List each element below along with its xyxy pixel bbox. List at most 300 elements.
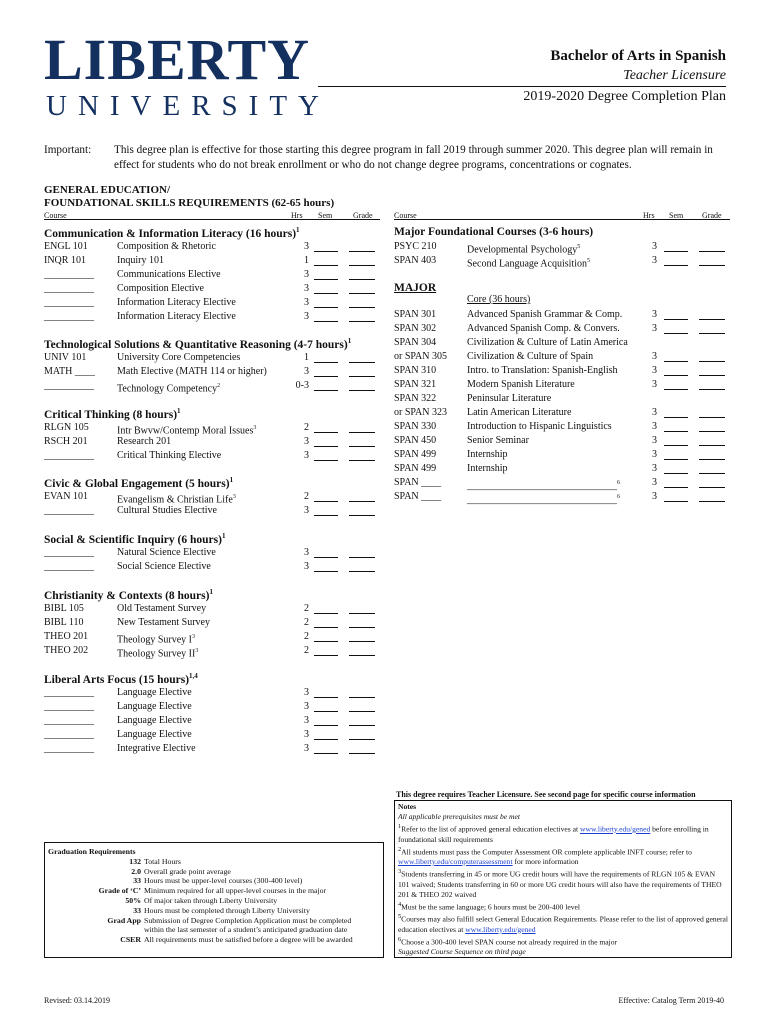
graduation-item-text: Minimum required for all upper-level courses in the major bbox=[144, 886, 327, 896]
course-hours: 3 bbox=[304, 701, 309, 712]
course-title-text: Composition Elective bbox=[117, 283, 204, 294]
semester-blank[interactable] bbox=[314, 265, 338, 266]
course-title-text: Second Language Acquisition bbox=[467, 258, 587, 270]
grade-blank[interactable] bbox=[699, 251, 725, 252]
course-hours: 3 bbox=[652, 407, 657, 418]
title-block bbox=[326, 46, 726, 108]
graduation-item-text: All requirements must be satisfied before a degree will be awarded bbox=[144, 935, 353, 945]
semester-blank[interactable] bbox=[314, 613, 338, 614]
course-row bbox=[44, 644, 380, 658]
course-row bbox=[44, 728, 380, 742]
grade-blank[interactable] bbox=[349, 711, 375, 712]
course-code: SPAN 322 bbox=[394, 393, 437, 404]
semester-blank[interactable] bbox=[664, 459, 688, 460]
section-heading-text: Liberal Arts Focus (15 hours) bbox=[44, 673, 190, 686]
course-hours: 3 bbox=[304, 715, 309, 726]
course-code: __________ bbox=[44, 311, 94, 322]
course-title-text: ______________________________ bbox=[467, 480, 617, 492]
course-title bbox=[117, 365, 267, 379]
grade-blank[interactable] bbox=[349, 641, 375, 642]
section-heading-text: Social & Scientific Inquiry (6 hours) bbox=[44, 533, 222, 546]
grade-blank[interactable] bbox=[349, 627, 375, 628]
course-title bbox=[117, 686, 192, 700]
concentration-title: Teacher Licensure bbox=[623, 68, 726, 83]
grade-blank[interactable] bbox=[699, 389, 725, 390]
core-label: Core (36 hours) bbox=[467, 294, 531, 305]
course-hours: 3 bbox=[304, 436, 309, 447]
note-4: $^4$Must be the same language; 6 hours must be 200-400 level bbox=[398, 900, 581, 912]
grade-blank[interactable] bbox=[349, 697, 375, 698]
right-col-grade: Grade bbox=[702, 211, 722, 220]
section-heading bbox=[44, 226, 300, 240]
course-hours: 2 bbox=[304, 645, 309, 656]
course-row bbox=[394, 322, 730, 336]
semester-blank[interactable] bbox=[314, 571, 338, 572]
course-title-text: Introduction to Hispanic Linguistics bbox=[467, 421, 612, 432]
graduation-item bbox=[48, 925, 380, 935]
course-title-text: Critical Thinking Elective bbox=[117, 450, 222, 461]
course-title bbox=[117, 254, 164, 268]
course-code: __________ bbox=[44, 505, 94, 516]
course-row bbox=[394, 240, 730, 254]
semester-blank[interactable] bbox=[314, 307, 338, 308]
graduation-item-text: Submission of Degree Completion Application must be completed bbox=[144, 915, 352, 925]
course-title-text: ______________________________ bbox=[467, 494, 617, 506]
semester-blank[interactable] bbox=[314, 321, 338, 322]
graduation-item bbox=[48, 916, 380, 926]
semester-blank[interactable] bbox=[314, 251, 338, 252]
logo-wordmark-bottom: UNIVERSITY bbox=[46, 90, 330, 122]
graduation-item-text: Overall grade point average bbox=[144, 866, 231, 876]
course-row bbox=[44, 240, 380, 254]
course-title bbox=[467, 322, 620, 336]
course-row bbox=[44, 504, 380, 518]
left-col-grade: Grade bbox=[353, 211, 373, 220]
graduation-item-text: within the last semester of a student’s anticipated graduation date bbox=[144, 925, 348, 935]
footnote-marker: 3 bbox=[253, 425, 257, 431]
course-row bbox=[394, 476, 730, 490]
course-row bbox=[44, 714, 380, 728]
course-title-text: Technology Competency bbox=[117, 383, 218, 395]
gen-ed-heading-line1: GENERAL EDUCATION/ bbox=[44, 184, 171, 196]
course-code: BIBL 105 bbox=[44, 603, 84, 614]
course-hours: 2 bbox=[304, 491, 309, 502]
semester-blank[interactable] bbox=[314, 376, 338, 377]
course-row bbox=[44, 602, 380, 616]
course-code: SPAN 302 bbox=[394, 323, 437, 334]
course-title bbox=[467, 434, 529, 448]
course-row bbox=[44, 686, 380, 700]
course-title bbox=[117, 560, 211, 574]
semester-blank[interactable] bbox=[664, 487, 688, 488]
course-code: SPAN 304 bbox=[394, 337, 437, 348]
grade-blank[interactable] bbox=[699, 361, 725, 362]
course-row bbox=[394, 364, 730, 378]
course-row bbox=[44, 435, 380, 449]
grade-blank[interactable] bbox=[699, 473, 725, 474]
course-hours: 3 bbox=[304, 297, 309, 308]
note-1: $^1$Refer to the list of approved general education electives at www.liberty.edu/gened before enrolling in foundational skill requirements bbox=[398, 823, 709, 844]
header-rule bbox=[318, 86, 726, 87]
course-title bbox=[467, 254, 590, 271]
course-hours: 3 bbox=[652, 365, 657, 376]
graduation-item-key: Grade of ‘C’ bbox=[98, 886, 141, 896]
semester-blank[interactable] bbox=[314, 739, 338, 740]
course-title-text: Theology Survey I bbox=[117, 634, 192, 646]
course-title-text: Old Testament Survey bbox=[117, 603, 207, 614]
course-code: __________ bbox=[44, 715, 94, 726]
course-hours: 2 bbox=[304, 617, 309, 628]
semester-blank[interactable] bbox=[664, 417, 688, 418]
course-code: THEO 202 bbox=[44, 645, 89, 656]
course-title bbox=[467, 378, 575, 392]
grade-blank[interactable] bbox=[349, 432, 375, 433]
section-heading-text: Civic & Global Engagement (5 hours) bbox=[44, 477, 230, 490]
course-title-text: Intr Bwvw/Contemp Moral Issues bbox=[117, 425, 254, 437]
course-code: INQR 101 bbox=[44, 255, 86, 266]
grade-blank[interactable] bbox=[349, 655, 375, 656]
course-title bbox=[117, 310, 236, 324]
course-hours: 3 bbox=[304, 729, 309, 740]
semester-blank[interactable] bbox=[314, 362, 338, 363]
semester-blank[interactable] bbox=[664, 319, 688, 320]
graduation-item-text: Of major taken through Liberty University bbox=[144, 895, 278, 905]
semester-blank[interactable] bbox=[664, 375, 688, 376]
course-row bbox=[44, 310, 380, 324]
course-hours: 2 bbox=[304, 631, 309, 642]
course-code: SPAN 321 bbox=[394, 379, 437, 390]
course-code: SPAN 403 bbox=[394, 255, 437, 266]
semester-blank[interactable] bbox=[664, 431, 688, 432]
course-title-text: Peninsular Literature bbox=[467, 393, 552, 404]
course-code: __________ bbox=[44, 561, 94, 572]
course-title-text: Math Elective (MATH 114 or higher) bbox=[117, 366, 267, 377]
course-hours: 3 bbox=[304, 687, 309, 698]
grade-blank[interactable] bbox=[349, 446, 375, 447]
footnote-marker: 5 bbox=[586, 258, 590, 264]
course-row bbox=[394, 434, 730, 448]
course-title bbox=[467, 462, 508, 476]
course-title-text: Social Science Elective bbox=[117, 561, 211, 572]
footnote-marker: 1 bbox=[177, 407, 181, 415]
footnote-marker: 1 bbox=[221, 532, 226, 540]
notes-box bbox=[394, 800, 732, 958]
semester-blank[interactable] bbox=[314, 753, 338, 754]
course-title bbox=[117, 282, 204, 296]
right-col-sem: Sem bbox=[669, 211, 684, 220]
grade-blank[interactable] bbox=[699, 487, 725, 488]
grade-blank[interactable] bbox=[699, 319, 725, 320]
course-row bbox=[44, 254, 380, 268]
semester-blank[interactable] bbox=[664, 473, 688, 474]
grade-blank[interactable] bbox=[349, 321, 375, 322]
sequence-note: Suggested Course Sequence on third page bbox=[398, 947, 526, 957]
gen-ed-heading bbox=[44, 184, 334, 210]
course-hours: 3 bbox=[304, 311, 309, 322]
course-code: __________ bbox=[44, 743, 94, 754]
graduation-item-key: 50% bbox=[125, 895, 141, 905]
semester-blank[interactable] bbox=[314, 655, 338, 656]
graduation-item-text: Total Hours bbox=[144, 856, 181, 866]
important-notice bbox=[44, 143, 734, 173]
note-1-text: Refer to the list of approved general education electives at bbox=[401, 824, 580, 834]
course-title bbox=[117, 644, 198, 661]
course-title bbox=[117, 700, 192, 714]
gen-ed-heading-line2: FOUNDATIONAL SKILLS REQUIREMENTS (62-65 hours) bbox=[44, 197, 335, 209]
course-hours: 3 bbox=[304, 241, 309, 252]
graduation-item-key: Grad App bbox=[107, 915, 141, 925]
course-hours: 3 bbox=[652, 491, 657, 502]
grade-blank[interactable] bbox=[349, 739, 375, 740]
course-title-text: Theology Survey II bbox=[117, 648, 196, 660]
section-heading bbox=[44, 588, 213, 602]
course-title bbox=[117, 546, 216, 560]
semester-blank[interactable] bbox=[314, 446, 338, 447]
semester-blank[interactable] bbox=[314, 725, 338, 726]
grade-blank[interactable] bbox=[349, 265, 375, 266]
graduation-item bbox=[48, 935, 380, 945]
course-title-text: Evangelism & Christian Life bbox=[117, 494, 233, 506]
course-row bbox=[44, 700, 380, 714]
grade-blank[interactable] bbox=[349, 460, 375, 461]
section-heading bbox=[44, 672, 198, 686]
footnote-marker: 1 bbox=[347, 337, 352, 345]
course-title-text: Integrative Elective bbox=[117, 743, 196, 754]
semester-blank[interactable] bbox=[664, 389, 688, 390]
grade-blank[interactable] bbox=[349, 376, 375, 377]
course-row bbox=[44, 282, 380, 296]
grade-blank[interactable] bbox=[349, 293, 375, 294]
course-code: ENGL 101 bbox=[44, 241, 88, 252]
course-title bbox=[467, 490, 620, 507]
graduation-item bbox=[48, 896, 380, 906]
note-3: $^3$Students transferring in 45 or more UG credit hours will have the requirements of RLGN 105 & EVAN 101 waived; Students transferring in 60 or more UG credit hours will also have the requirements of THEO 201 & THEO 202 waived bbox=[398, 868, 722, 899]
grade-blank[interactable] bbox=[349, 613, 375, 614]
grade-blank[interactable] bbox=[699, 431, 725, 432]
semester-blank[interactable] bbox=[314, 390, 338, 391]
footnote-marker: 1,4 bbox=[189, 672, 198, 680]
semester-blank[interactable] bbox=[314, 501, 338, 502]
course-row bbox=[44, 546, 380, 560]
grade-blank[interactable] bbox=[699, 501, 725, 502]
semester-blank[interactable] bbox=[314, 460, 338, 461]
revised-date: Revised: 03.14.2019 bbox=[44, 996, 110, 1005]
semester-blank[interactable] bbox=[314, 697, 338, 698]
semester-blank[interactable] bbox=[314, 627, 338, 628]
course-row bbox=[394, 406, 730, 420]
graduation-item-key: 33 bbox=[133, 905, 141, 915]
important-text: This degree plan is effective for those starting this degree program in fall 2019 through summer 2020. This degree plan will remain in effect for students who do not break enrollment or who do not change degree programs, concentrations or cognates. bbox=[114, 144, 713, 171]
semester-blank[interactable] bbox=[664, 445, 688, 446]
course-title bbox=[117, 240, 216, 254]
section-heading-text: Critical Thinking (8 hours) bbox=[44, 408, 178, 421]
graduation-requirements bbox=[44, 842, 384, 958]
computer-assessment-link[interactable]: www.liberty.edu/computerassessment bbox=[398, 857, 513, 867]
grade-blank[interactable] bbox=[699, 333, 725, 334]
course-hours: 3 bbox=[304, 450, 309, 461]
semester-blank[interactable] bbox=[664, 265, 688, 266]
course-title-text: Composition & Rhetoric bbox=[117, 241, 216, 252]
course-row bbox=[394, 462, 730, 476]
course-title bbox=[467, 336, 628, 350]
semester-blank[interactable] bbox=[664, 251, 688, 252]
course-row bbox=[44, 296, 380, 310]
course-title-text: Inquiry 101 bbox=[117, 255, 164, 266]
course-title bbox=[117, 714, 192, 728]
course-hours: 3 bbox=[652, 379, 657, 390]
grade-blank[interactable] bbox=[349, 725, 375, 726]
course-code: __________ bbox=[44, 450, 94, 461]
course-code: EVAN 101 bbox=[44, 491, 88, 502]
course-title bbox=[467, 448, 508, 462]
graduation-item-text: Hours must be completed through Liberty University bbox=[144, 905, 310, 915]
grade-blank[interactable] bbox=[699, 265, 725, 266]
course-code: RLGN 105 bbox=[44, 422, 89, 433]
course-title bbox=[117, 351, 240, 365]
course-title-text: Research 201 bbox=[117, 436, 172, 447]
grade-blank[interactable] bbox=[699, 445, 725, 446]
course-title bbox=[117, 268, 221, 282]
course-hours: 3 bbox=[652, 435, 657, 446]
course-row bbox=[44, 630, 380, 644]
course-hours: 3 bbox=[652, 241, 657, 252]
graduation-item bbox=[48, 857, 380, 867]
section-heading bbox=[44, 476, 233, 490]
course-title bbox=[467, 364, 618, 378]
course-hours: 1 bbox=[304, 352, 309, 363]
semester-blank[interactable] bbox=[664, 333, 688, 334]
course-hours: 3 bbox=[304, 743, 309, 754]
grade-blank[interactable] bbox=[349, 390, 375, 391]
course-row bbox=[394, 392, 730, 406]
grade-blank[interactable] bbox=[349, 571, 375, 572]
course-code: SPAN 301 bbox=[394, 309, 437, 320]
semester-blank[interactable] bbox=[314, 557, 338, 558]
course-title bbox=[117, 296, 236, 310]
course-title bbox=[467, 308, 622, 322]
foundational-heading: Major Foundational Courses (3-6 hours) bbox=[394, 226, 594, 238]
semester-blank[interactable] bbox=[314, 711, 338, 712]
grade-blank[interactable] bbox=[349, 362, 375, 363]
grade-blank[interactable] bbox=[699, 375, 725, 376]
course-hours: 3 bbox=[304, 366, 309, 377]
note-6: $^6$Choose a 300-400 level SPAN course not already required in the major bbox=[398, 935, 618, 947]
gened-link-2[interactable]: www.liberty.edu/gened bbox=[465, 924, 536, 934]
course-code: THEO 201 bbox=[44, 631, 89, 642]
note-4-text: Must be the same language; 6 hours must be 200-400 level bbox=[401, 902, 581, 912]
note-1-tail: before enrolling in foundational skill requirements bbox=[398, 824, 709, 844]
course-title bbox=[467, 350, 593, 364]
course-row bbox=[394, 420, 730, 434]
note-2-tail: for more information bbox=[512, 857, 579, 867]
course-code: SPAN ____ bbox=[394, 477, 442, 488]
grade-blank[interactable] bbox=[349, 515, 375, 516]
semester-blank[interactable] bbox=[314, 293, 338, 294]
course-title-text: Language Elective bbox=[117, 701, 192, 712]
course-row bbox=[394, 448, 730, 462]
graduation-item-text: Hours must be upper-level courses (300-400 level) bbox=[144, 876, 303, 886]
graduation-item-key: 33 bbox=[133, 876, 141, 886]
course-title-text: Latin American Literature bbox=[467, 407, 572, 418]
course-title-text: University Core Competencies bbox=[117, 352, 241, 363]
course-row bbox=[44, 742, 380, 756]
note-2-text: All students must pass the Computer Assessment OR complete applicable INFT course; refer to bbox=[401, 847, 692, 857]
course-code: __________ bbox=[44, 687, 94, 698]
course-row bbox=[44, 421, 380, 435]
course-title-text: Internship bbox=[467, 463, 508, 474]
course-title bbox=[117, 602, 206, 616]
course-row bbox=[44, 449, 380, 463]
grade-blank[interactable] bbox=[349, 251, 375, 252]
gened-link[interactable]: www.liberty.edu/gened bbox=[579, 824, 651, 834]
grade-blank[interactable] bbox=[349, 557, 375, 558]
left-col-course: Course bbox=[44, 211, 67, 220]
course-code: SPAN 499 bbox=[394, 449, 437, 460]
grade-blank[interactable] bbox=[349, 279, 375, 280]
course-code: __________ bbox=[44, 269, 94, 280]
semester-blank[interactable] bbox=[314, 432, 338, 433]
course-code: or SPAN 323 bbox=[394, 407, 447, 418]
semester-blank[interactable] bbox=[314, 515, 338, 516]
course-title bbox=[467, 406, 571, 420]
course-title-text: Cultural Studies Elective bbox=[117, 505, 217, 516]
course-title-text: Information Literacy Elective bbox=[117, 311, 236, 322]
section-heading bbox=[44, 407, 181, 421]
grade-blank[interactable] bbox=[699, 417, 725, 418]
course-title bbox=[467, 420, 612, 434]
note-5: $^5$Courses may also fulfill select General Education Requirements. Please refer to the list of approved general education electives at www.liberty.edu/gened bbox=[398, 913, 729, 934]
grade-blank[interactable] bbox=[349, 501, 375, 502]
grade-blank[interactable] bbox=[699, 459, 725, 460]
semester-blank[interactable] bbox=[314, 279, 338, 280]
right-col-hrs: Hrs bbox=[643, 211, 655, 220]
course-row bbox=[394, 254, 730, 268]
course-hours: 3 bbox=[652, 477, 657, 488]
course-code: PSYC 210 bbox=[394, 241, 437, 252]
course-row bbox=[44, 351, 380, 365]
course-hours: 2 bbox=[304, 422, 309, 433]
course-hours: 3 bbox=[652, 351, 657, 362]
course-hours: 3 bbox=[652, 421, 657, 432]
course-row bbox=[44, 365, 380, 379]
course-row bbox=[394, 308, 730, 322]
note-5-text: Courses may also fulfill select General Education Requirements. Please refer to the list of approved general education electives at bbox=[398, 914, 729, 934]
course-title bbox=[467, 392, 551, 406]
course-code: __________ bbox=[44, 297, 94, 308]
course-code: __________ bbox=[44, 380, 94, 391]
semester-blank[interactable] bbox=[664, 501, 688, 502]
course-code: __________ bbox=[44, 729, 94, 740]
course-row bbox=[394, 490, 730, 504]
course-code: RSCH 201 bbox=[44, 436, 88, 447]
course-code: SPAN 330 bbox=[394, 421, 437, 432]
semester-blank[interactable] bbox=[664, 361, 688, 362]
course-title-text: New Testament Survey bbox=[117, 617, 210, 628]
grade-blank[interactable] bbox=[349, 307, 375, 308]
course-hours: 3 bbox=[652, 463, 657, 474]
notes-intro: All applicable prerequisites must be met bbox=[398, 812, 520, 821]
semester-blank[interactable] bbox=[314, 641, 338, 642]
plan-title: 2019-2020 Degree Completion Plan bbox=[523, 89, 726, 104]
course-row bbox=[394, 336, 730, 350]
course-code: SPAN 450 bbox=[394, 435, 437, 446]
notes-title: Notes bbox=[398, 802, 417, 811]
course-hours: 0-3 bbox=[295, 380, 309, 391]
grade-blank[interactable] bbox=[349, 753, 375, 754]
course-hours: 3 bbox=[304, 283, 309, 294]
course-title bbox=[117, 742, 196, 756]
course-title-text: Developmental Psychology bbox=[467, 244, 578, 256]
